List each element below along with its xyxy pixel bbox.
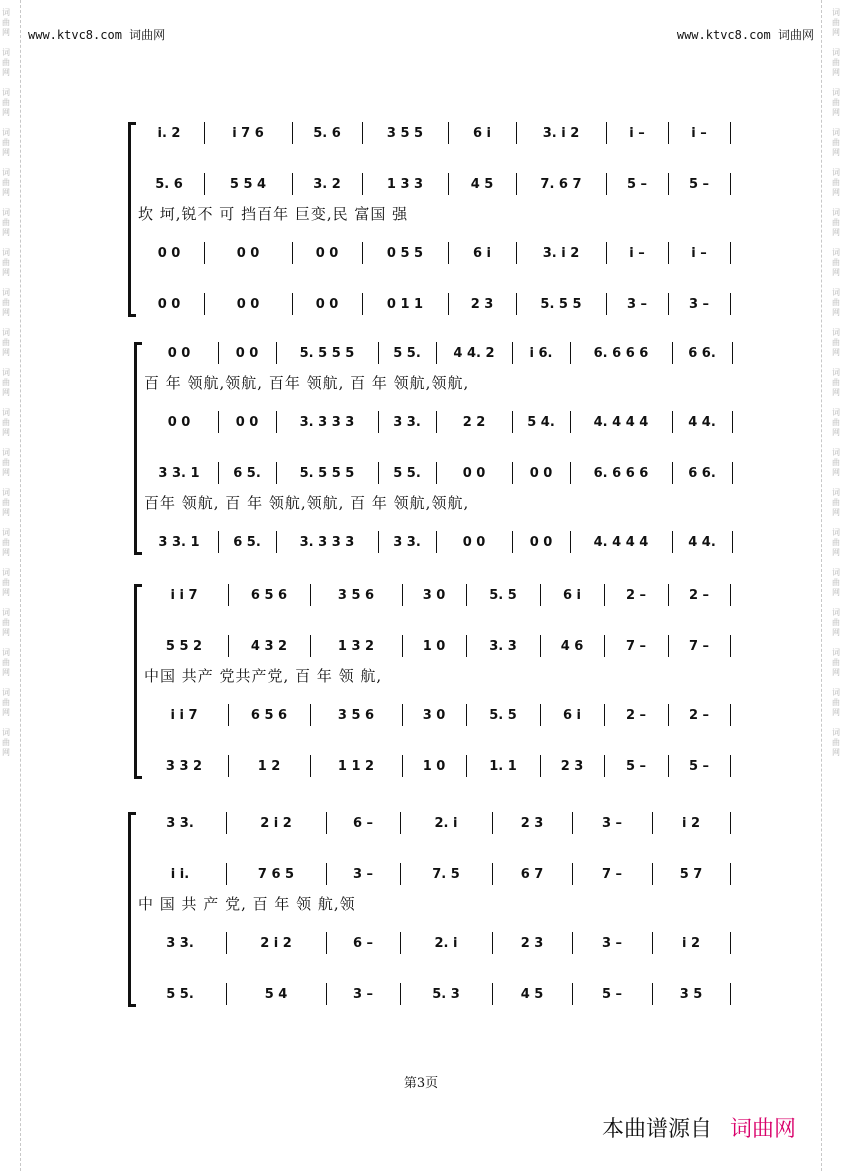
measure: 5 4 — [264, 986, 288, 1002]
barline — [516, 242, 517, 264]
barline — [292, 242, 293, 264]
barline — [570, 342, 571, 364]
source-brand[interactable]: 词曲网 — [729, 1117, 796, 1142]
barline — [402, 635, 403, 657]
measure: 5 5 4 — [229, 176, 267, 192]
measure: 5. 5 — [489, 707, 517, 723]
barline — [402, 755, 403, 777]
measure: 5 – — [688, 758, 710, 774]
staff-row — [0, 704, 842, 726]
barline — [492, 812, 493, 834]
barline — [730, 932, 731, 954]
measure: 2 2 — [462, 414, 486, 430]
barline — [226, 983, 227, 1005]
header-site-right[interactable]: www.ktvc8.com 词曲网 — [676, 28, 814, 42]
measure: 5 – — [601, 986, 623, 1002]
barline — [310, 584, 311, 606]
measure: i i. — [170, 866, 190, 882]
barline — [604, 635, 605, 657]
right-side-watermark: 词 曲 网 词 曲 网 词 曲 网 词 曲 网 词 曲 网 词 曲 网 词 曲 网 词 曲 网 词 曲 网 词 曲 网 词 曲 网 词 曲 网 词 曲 网 词 曲 网 词 曲 网 词 曲 网 词 曲 网 词 曲 网 词 曲 网 — [832, 8, 840, 757]
staff-row — [0, 293, 842, 315]
measure: 5. 6 — [155, 176, 183, 192]
barline — [400, 983, 401, 1005]
barline — [292, 173, 293, 195]
measure: 3 5 — [679, 986, 703, 1002]
measure: 0 0 — [529, 534, 553, 550]
measure: 3. 2 — [313, 176, 341, 192]
barline — [730, 755, 731, 777]
barline — [730, 704, 731, 726]
measure: 5. 3 — [432, 986, 460, 1002]
barline — [204, 173, 205, 195]
barline — [378, 531, 379, 553]
barline — [668, 755, 669, 777]
barline — [652, 932, 653, 954]
measure: 6 5. — [233, 465, 261, 481]
barline — [732, 531, 733, 553]
staff-row — [0, 983, 842, 1005]
measure: 6 i — [472, 125, 492, 141]
barline — [276, 531, 277, 553]
measure: 0 0 — [167, 345, 191, 361]
measure: 1. 1 — [489, 758, 517, 774]
barline — [540, 704, 541, 726]
measure: 3 3. — [393, 414, 421, 430]
measure: 7 6 5 — [257, 866, 295, 882]
measure: 2 – — [625, 707, 647, 723]
system-bracket — [128, 812, 131, 1007]
measure: 5. 5 5 5 — [299, 465, 355, 481]
measure: 3 – — [688, 296, 710, 312]
barline — [448, 293, 449, 315]
measure: 0 5 5 — [386, 245, 424, 261]
barline — [326, 812, 327, 834]
measure: 0 0 — [315, 296, 339, 312]
barline — [310, 755, 311, 777]
measure: 2 i 2 — [260, 815, 292, 831]
barline — [400, 812, 401, 834]
measure: 6 5. — [233, 534, 261, 550]
barline — [448, 173, 449, 195]
measure: 3 5 5 — [386, 125, 424, 141]
barline — [492, 932, 493, 954]
measure: 3 3. — [393, 534, 421, 550]
measure: 0 0 — [167, 414, 191, 430]
staff-row — [0, 812, 842, 834]
barline — [672, 462, 673, 484]
staff-row — [0, 755, 842, 777]
measure: 1 3 3 — [386, 176, 424, 192]
measure: 2 – — [688, 707, 710, 723]
barline — [326, 863, 327, 885]
barline — [226, 863, 227, 885]
measure: 6 6. — [688, 345, 716, 361]
source-label: 本曲谱源自 — [601, 1117, 712, 1142]
measure: 3 5 6 — [337, 707, 375, 723]
staff-row — [0, 122, 842, 144]
barline — [228, 755, 229, 777]
measure: 3 3. — [166, 815, 194, 831]
measure: 4 4. — [688, 534, 716, 550]
measure: 1 2 — [257, 758, 281, 774]
staff-row — [0, 242, 842, 264]
measure: i 6. — [529, 345, 553, 361]
measure: 2 i 2 — [260, 935, 292, 951]
measure: 6. 6 6 6 — [593, 465, 649, 481]
measure: 5 5. — [393, 345, 421, 361]
barline — [292, 122, 293, 144]
barline — [732, 462, 733, 484]
measure: 4 3 2 — [250, 638, 288, 654]
barline — [540, 635, 541, 657]
measure: 5 7 — [679, 866, 703, 882]
measure: 4 5 — [520, 986, 544, 1002]
barline — [226, 812, 227, 834]
barline — [378, 411, 379, 433]
measure: 5. 5 — [489, 587, 517, 603]
barline — [448, 242, 449, 264]
staff-row — [0, 462, 842, 484]
measure: 0 0 — [235, 345, 259, 361]
barline — [516, 122, 517, 144]
measure: 3 3. — [166, 935, 194, 951]
measure: i 2 — [681, 815, 701, 831]
measure: 1 0 — [422, 638, 446, 654]
barline — [668, 173, 669, 195]
measure: 0 0 — [236, 245, 260, 261]
measure: 5 5. — [166, 986, 194, 1002]
barline — [730, 983, 731, 1005]
barline — [540, 755, 541, 777]
measure: i 2 — [681, 935, 701, 951]
measure: 3 – — [601, 935, 623, 951]
staff-row — [0, 531, 842, 553]
barline — [378, 462, 379, 484]
measure: 4 6 — [560, 638, 584, 654]
staff-row — [0, 342, 842, 364]
barline — [228, 635, 229, 657]
measure: 3. 3 3 3 — [299, 534, 355, 550]
barline — [276, 411, 277, 433]
measure: 7 – — [601, 866, 623, 882]
measure: 2. i — [434, 815, 458, 831]
measure: 7. 5 — [432, 866, 460, 882]
barline — [606, 293, 607, 315]
page-number: 第3页 — [403, 1076, 439, 1091]
lyric-line: 百年 领航, 百 年 领航,领航, 百 年 领航,领航, — [144, 494, 470, 512]
measure: 5 – — [625, 758, 647, 774]
measure: 6. 6 6 6 — [593, 345, 649, 361]
measure: 6 i — [562, 587, 582, 603]
source-credit[interactable] — [602, 1112, 796, 1143]
barline — [604, 755, 605, 777]
barline — [672, 411, 673, 433]
barline — [362, 173, 363, 195]
measure: 6 6. — [688, 465, 716, 481]
measure: 0 0 — [462, 465, 486, 481]
barline — [668, 293, 669, 315]
measure: 4. 4 4 4 — [593, 534, 649, 550]
measure: 2 – — [688, 587, 710, 603]
barline — [652, 812, 653, 834]
barline — [652, 983, 653, 1005]
measure: 6 i — [472, 245, 492, 261]
barline — [668, 635, 669, 657]
system-bracket — [134, 584, 137, 779]
staff-row — [0, 411, 842, 433]
barline — [572, 863, 573, 885]
barline — [572, 983, 573, 1005]
barline — [606, 122, 607, 144]
barline — [730, 635, 731, 657]
barline — [668, 704, 669, 726]
barline — [226, 932, 227, 954]
barline — [466, 704, 467, 726]
measure: 2 – — [625, 587, 647, 603]
measure: 5. 5 5 — [540, 296, 582, 312]
barline — [540, 584, 541, 606]
barline — [218, 342, 219, 364]
measure: 3 – — [352, 986, 374, 1002]
measure: 3 0 — [422, 587, 446, 603]
barline — [732, 411, 733, 433]
barline — [436, 531, 437, 553]
barline — [448, 122, 449, 144]
measure: i. 2 — [157, 125, 181, 141]
barline — [604, 704, 605, 726]
measure: 2. i — [434, 935, 458, 951]
barline — [326, 932, 327, 954]
measure: 5 – — [626, 176, 648, 192]
barline — [218, 531, 219, 553]
measure: 7 – — [625, 638, 647, 654]
barline — [276, 462, 277, 484]
barline — [570, 462, 571, 484]
barline — [402, 704, 403, 726]
barline — [512, 531, 513, 553]
measure: 5 5. — [393, 465, 421, 481]
measure: 5. 5 5 5 — [299, 345, 355, 361]
measure: 7. 6 7 — [540, 176, 582, 192]
staff-row — [0, 635, 842, 657]
barline — [466, 584, 467, 606]
measure: 0 0 — [235, 414, 259, 430]
barline — [362, 293, 363, 315]
barline — [668, 122, 669, 144]
measure: 4 4. 2 — [453, 345, 495, 361]
measure: 3 3. 1 — [158, 465, 200, 481]
measure: 0 0 — [157, 245, 181, 261]
system-bracket — [134, 342, 137, 555]
barline — [570, 411, 571, 433]
measure: 0 0 — [236, 296, 260, 312]
measure: 3. 3 — [489, 638, 517, 654]
lyric-line: 中国 共产 党共产党, 百 年 领 航, — [144, 667, 383, 685]
measure: 6 – — [352, 815, 374, 831]
barline — [204, 293, 205, 315]
barline — [672, 531, 673, 553]
barline — [606, 173, 607, 195]
measure: i – — [629, 245, 645, 261]
measure: 0 0 — [315, 245, 339, 261]
measure: 5 4. — [527, 414, 555, 430]
measure: 4 4. — [688, 414, 716, 430]
measure: 3 – — [601, 815, 623, 831]
barline — [606, 242, 607, 264]
measure: 3 5 6 — [337, 587, 375, 603]
lyric-line: 百 年 领航,领航, 百年 领航, 百 年 领航,领航, — [144, 374, 470, 392]
barline — [276, 342, 277, 364]
barline — [436, 462, 437, 484]
barline — [732, 342, 733, 364]
measure: 6 5 6 — [250, 707, 288, 723]
barline — [730, 293, 731, 315]
measure: 6 – — [352, 935, 374, 951]
barline — [228, 704, 229, 726]
barline — [436, 342, 437, 364]
lyric-line: 坎 坷,锐不 可 挡百年 巨变,民 富国 强 — [138, 205, 409, 223]
barline — [310, 704, 311, 726]
measure: 3 – — [626, 296, 648, 312]
barline — [730, 242, 731, 264]
measure: i – — [629, 125, 645, 141]
measure: 2 3 — [520, 935, 544, 951]
measure: 3 – — [352, 866, 374, 882]
barline — [516, 173, 517, 195]
measure: 0 0 — [157, 296, 181, 312]
measure: 2 3 — [520, 815, 544, 831]
measure: i – — [691, 125, 707, 141]
measure: 3. i 2 — [542, 245, 580, 261]
barline — [362, 122, 363, 144]
measure: 0 0 — [529, 465, 553, 481]
measure: 3. 3 3 3 — [299, 414, 355, 430]
barline — [326, 983, 327, 1005]
barline — [292, 293, 293, 315]
barline — [218, 462, 219, 484]
barline — [570, 531, 571, 553]
barline — [436, 411, 437, 433]
header-site-left[interactable]: www.ktvc8.com 词曲网 — [28, 28, 166, 42]
measure: 4. 4 4 4 — [593, 414, 649, 430]
measure: 3 3 2 — [165, 758, 203, 774]
left-side-watermark: 词 曲 网 词 曲 网 词 曲 网 词 曲 网 词 曲 网 词 曲 网 词 曲 网 词 曲 网 词 曲 网 词 曲 网 词 曲 网 词 曲 网 词 曲 网 词 曲 网 词 曲 网 词 曲 网 词 曲 网 词 曲 网 词 曲 网 — [2, 8, 10, 757]
measure: 6 5 6 — [250, 587, 288, 603]
measure: i i 7 — [170, 587, 198, 603]
barline — [228, 584, 229, 606]
measure: 2 3 — [560, 758, 584, 774]
measure: 5. 6 — [313, 125, 341, 141]
staff-row — [0, 173, 842, 195]
barline — [400, 863, 401, 885]
barline — [492, 983, 493, 1005]
barline — [512, 462, 513, 484]
barline — [730, 173, 731, 195]
measure: 1 1 2 — [337, 758, 375, 774]
system-bracket — [128, 122, 131, 317]
barline — [466, 635, 467, 657]
barline — [362, 242, 363, 264]
measure: i i 7 — [170, 707, 198, 723]
barline — [400, 932, 401, 954]
measure: 5 5 2 — [165, 638, 203, 654]
measure: 6 i — [562, 707, 582, 723]
staff-row — [0, 584, 842, 606]
measure: 0 1 1 — [386, 296, 424, 312]
barline — [668, 242, 669, 264]
barline — [492, 863, 493, 885]
barline — [378, 342, 379, 364]
measure: i 7 6 — [232, 125, 264, 141]
barline — [516, 293, 517, 315]
staff-row — [0, 863, 842, 885]
barline — [572, 812, 573, 834]
measure: i – — [691, 245, 707, 261]
measure: 0 0 — [462, 534, 486, 550]
barline — [730, 584, 731, 606]
barline — [652, 863, 653, 885]
measure: 3 3. 1 — [158, 534, 200, 550]
measure: 3 0 — [422, 707, 446, 723]
lyric-line: 中 国 共 产 党, 百 年 领 航,领 — [138, 895, 356, 913]
barline — [572, 932, 573, 954]
barline — [672, 342, 673, 364]
barline — [466, 755, 467, 777]
barline — [204, 242, 205, 264]
measure: 4 5 — [470, 176, 494, 192]
measure: 1 0 — [422, 758, 446, 774]
measure: 3. i 2 — [542, 125, 580, 141]
measure: 2 3 — [470, 296, 494, 312]
measure: 6 7 — [520, 866, 544, 882]
barline — [218, 411, 219, 433]
barline — [730, 812, 731, 834]
staff-row — [0, 932, 842, 954]
barline — [512, 411, 513, 433]
barline — [512, 342, 513, 364]
measure: 7 – — [688, 638, 710, 654]
barline — [730, 863, 731, 885]
measure: 5 – — [688, 176, 710, 192]
barline — [604, 584, 605, 606]
barline — [668, 584, 669, 606]
barline — [310, 635, 311, 657]
barline — [204, 122, 205, 144]
barline — [402, 584, 403, 606]
barline — [730, 122, 731, 144]
measure: 1 3 2 — [337, 638, 375, 654]
